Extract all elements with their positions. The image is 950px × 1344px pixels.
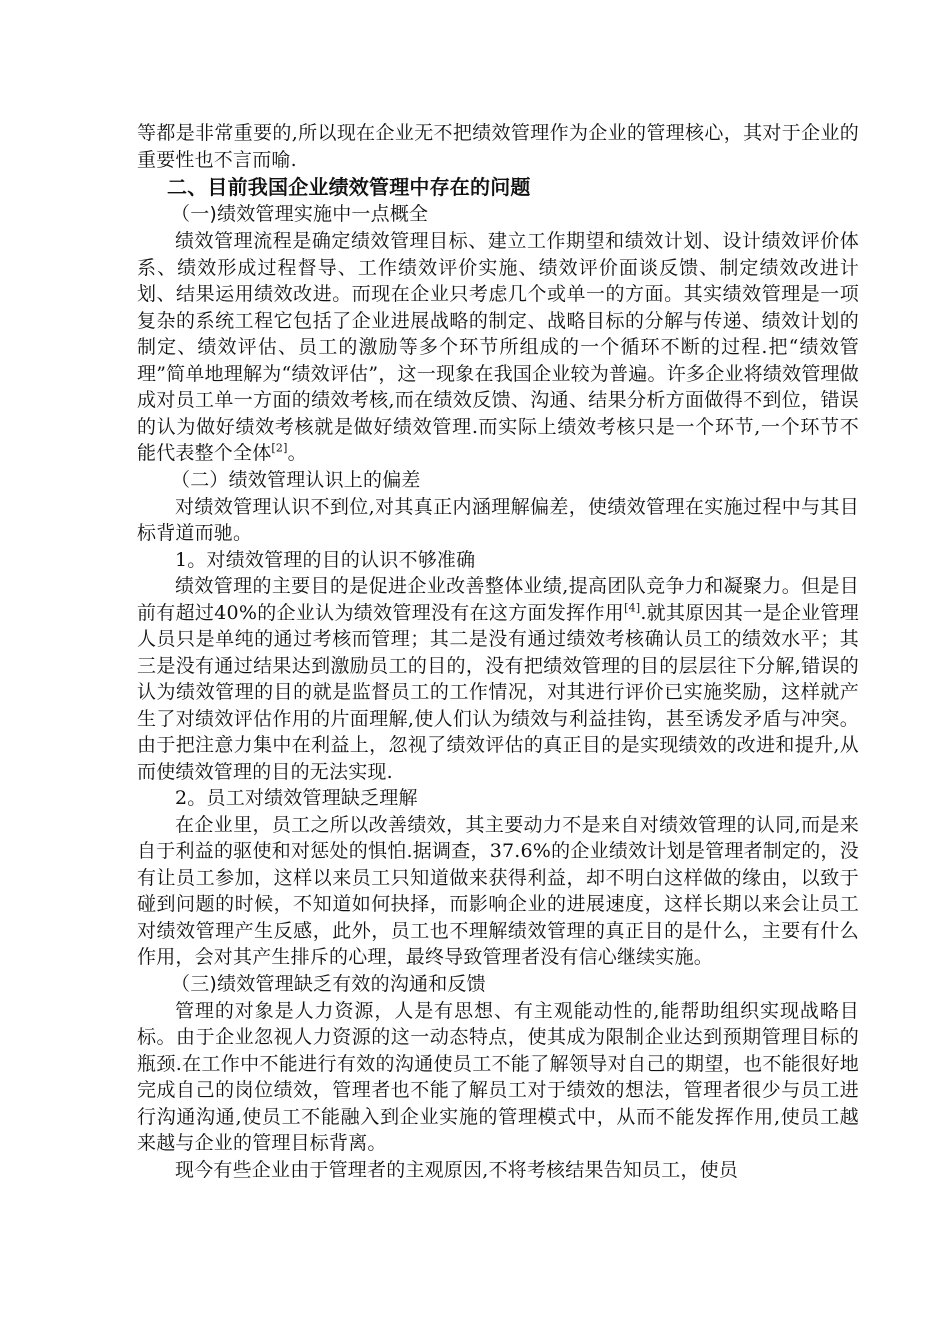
paragraph-4: 在企业里，员工之所以改善绩效，其主要动力不是来自对绩效管理的认同,而是来自于利益的驱使和对惩处的惧怕.据调查，37.6%的企业绩效计划是管理者制定的，没有让员工参加，这样以来员工只知道做来获得利益，却不明白这样做的缘由，以致于碰到问题的时候，不知道如何抉择，而影响企业的进展速度，这样长期以来会让员工对绩效管理产生反感，此外，员工也不理解绩效管理的真正目的是什么，主要有什么作用，会对其产生排斥的心理，最终导致管理者没有信心继续实施。 bbox=[137, 813, 859, 968]
list-item-1: 1。对绩效管理的目的认识不够准确 bbox=[175, 548, 476, 571]
subsection-heading-1: （一)绩效管理实施中一点概全 bbox=[171, 203, 429, 225]
document-page bbox=[137, 120, 859, 1183]
paragraph-6: 现今有些企业由于管理者的主观原因,不将考核结果告知员工，使员 bbox=[175, 1158, 739, 1181]
paragraph-3 bbox=[137, 573, 859, 785]
paragraph-1 bbox=[137, 228, 859, 467]
paragraph-3-rest: .就其原因其一是企业管理人员只是单纯的通过考核而管理；其二是没有通过绩效考核确认员工的绩效水平；其三是没有通过结果达到激励员工的目的，没有把绩效管理的目的层层往下分解,错误的认为绩效管理的目的就是监督员工的工作情况，对其进行评价已实施奖励，这样就产生了对绩效评估作用的片面理解,使人们认为绩效与利益挂钩，甚至诱发矛盾与冲突。由于把注意力集中在利益上，忽视了绩效评估的真正目的是实现绩效的改进和提升,从而使绩效管理的目的无法实现. bbox=[137, 601, 859, 783]
subsection-heading-2: （二）绩效管理认识上的偏差 bbox=[171, 468, 421, 491]
paragraph-5: 管理的对象是人力资源，人是有思想、有主观能动性的,能帮助组织实现战略目标。由于企业忽视人力资源的这一动态特点，使其成为限制企业达到预期管理目标的瓶颈.在工作中不能进行有效的沟通使员工不能了解领导对自己的期望，也不能很好地完成自己的岗位绩效，管理者也不能了解员工对于绩效的想法，管理者很少与员工进行沟通沟通,使员工不能融入到企业实施的管理模式中，从而不能发挥作用,使员工越来越与企业的管理目标背离。 bbox=[137, 999, 859, 1154]
paragraph-3-text: 绩效管理的主要目的是促进企业改善整体业绩,提高团队竞争力和凝聚力。但是目前有超过40%的企业认为绩效管理没有在这方面发挥作用 bbox=[137, 575, 859, 624]
citation-4: [4] bbox=[624, 601, 641, 615]
paragraph-1-end: 。 bbox=[287, 442, 307, 464]
paragraph-continuation: 等都是非常重要的,所以现在企业无不把绩效管理作为企业的管理核心，其对于企业的重要性也不言而喻. bbox=[137, 122, 859, 171]
paragraph-1-text: 绩效管理流程是确定绩效管理目标、建立工作期望和绩效计划、设计绩效评价体系、绩效形成过程督导、工作绩效评价实施、绩效评价面谈反馈、制定绩效改进计划、结果运用绩效改进。而现在企业只考虑几个或单一的方面。其实绩效管理是一项复杂的系统工程它包括了企业进展战略的制定、战略目标的分解与传递、绩效计划的制定、绩效评估、员工的激励等多个环节所组成的一个循环不断的过程.把“绩效管理”简单地理解为“绩效评估”，这一现象在我国企业较为普遍。许多企业将绩效管理做成对员工单一方面的绩效考核,而在绩效反馈、沟通、结果分析方面做得不到位，错误的认为做好绩效考核就是做好绩效管理.而实际上绩效考核只是一个环节,一个环节不能代表整个全体 bbox=[137, 230, 859, 464]
list-item-2: 2。员工对绩效管理缺乏理解 bbox=[175, 787, 418, 809]
subsection-heading-3: （三)绩效管理缺乏有效的沟通和反馈 bbox=[171, 972, 486, 995]
section-heading-2: 二、目前我国企业绩效管理中存在的问题 bbox=[167, 175, 531, 199]
paragraph-2: 对绩效管理认识不到位,对其真正内涵理解偏差，使绩效管理在实施过程中与其目标背道而驰。 bbox=[137, 495, 859, 544]
citation-2: [2] bbox=[271, 441, 288, 455]
